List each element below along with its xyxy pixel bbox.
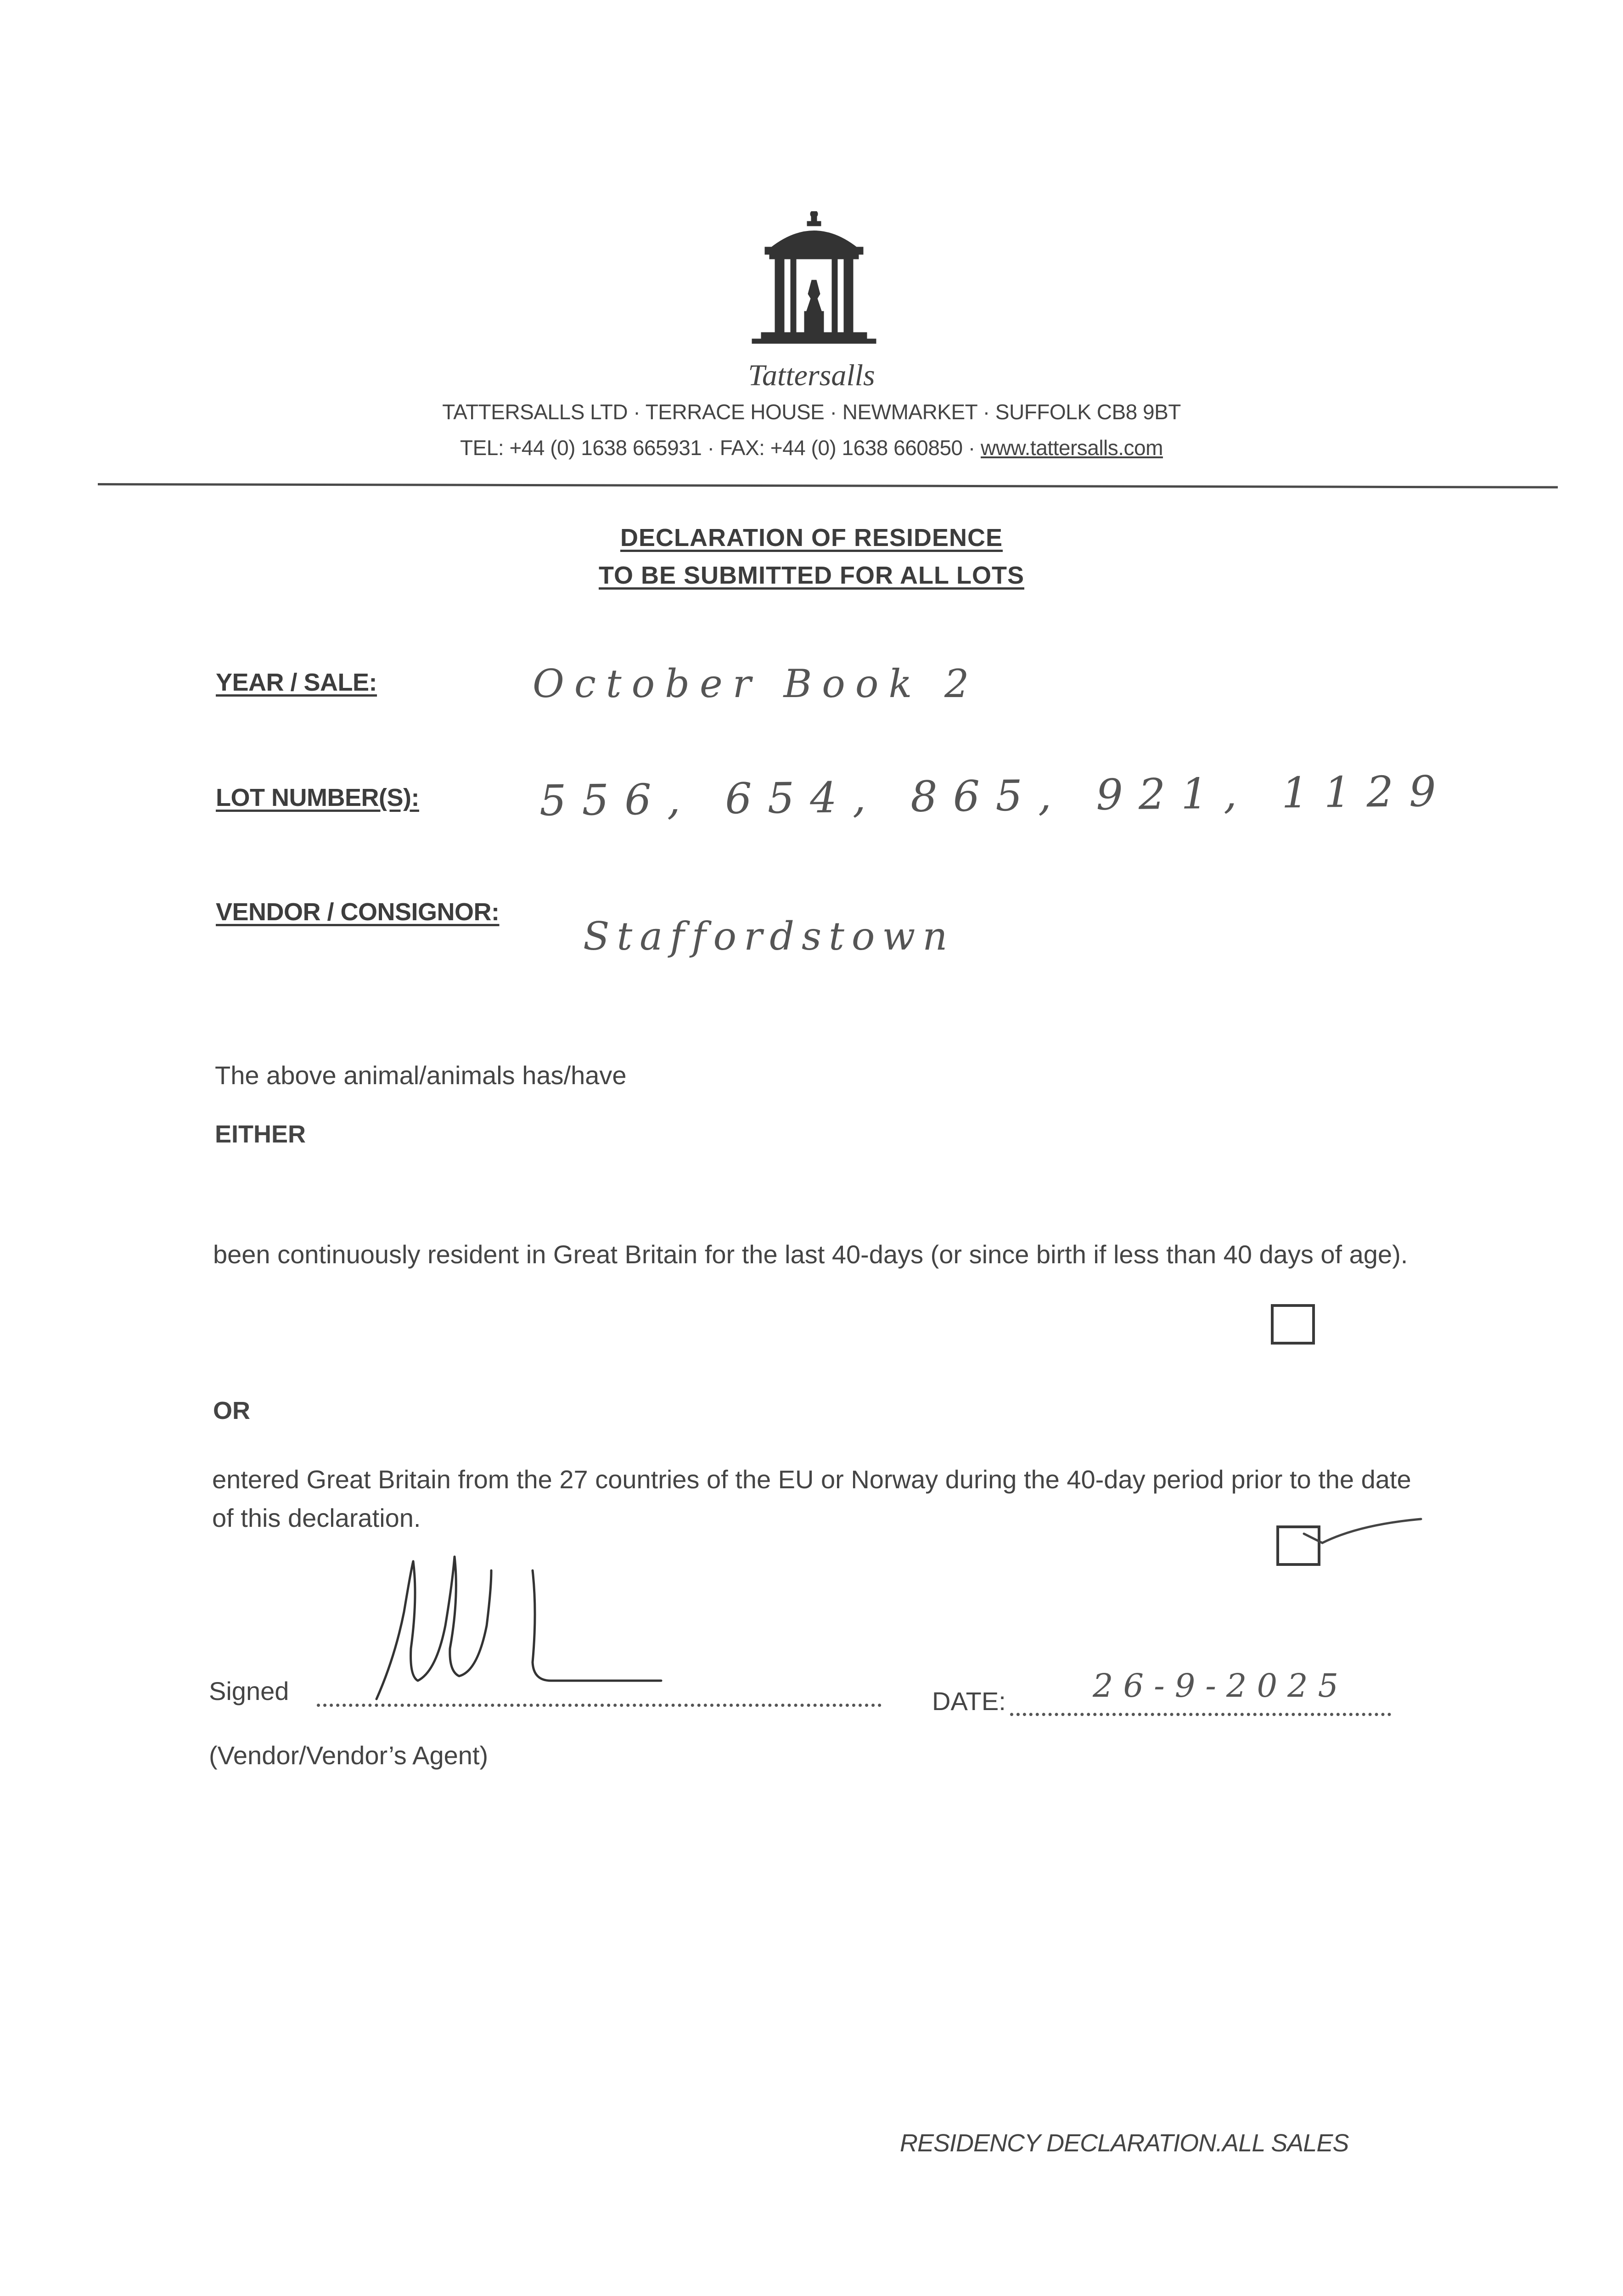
or-label: OR [213,1397,250,1424]
signature-icon [367,1543,689,1708]
brand-name: Tattersalls [748,359,875,392]
option1-text: been continuously resident in Great Britain for the last 40-days (or since birth if less than 40 days of age). [213,1240,1408,1269]
company-address: TATTERSALLS LTD · TERRACE HOUSE · NEWMARKET · SUFFOLK CB8 9BT [442,400,1181,424]
contact-line [0,435,1623,460]
header-divider [98,483,1558,489]
option2-text: entered Great Britain from the 27 countries of the EU or Norway during the 40-day period prior to the date of this declaration. [212,1465,1411,1532]
signature-line[interactable] [317,1704,882,1707]
date-field[interactable]: 26-9-2025 [1093,1667,1349,1705]
footer-text: RESIDENCY DECLARATION.ALL SALES [900,2129,1349,2157]
tattersalls-logo-icon [743,211,885,363]
phone-fax: TEL: +44 (0) 1638 665931 · FAX: +44 (0) 1638 660850 · [460,436,981,460]
intro-text: The above animal/animals has/have [215,1061,627,1090]
vendor-field[interactable]: Staffordstown [583,914,955,959]
website-link[interactable]: www.tattersalls.com [981,436,1163,460]
lot-numbers-label: LOT NUMBER(S): [216,784,419,811]
date-label: DATE: [932,1687,1006,1716]
option1-checkbox[interactable] [1271,1304,1315,1345]
year-sale-label: YEAR / SALE: [216,669,377,696]
vendor-label: VENDOR / CONSIGNOR: [216,898,500,926]
either-label: EITHER [215,1120,306,1148]
checkmark-icon [1290,1515,1423,1552]
agent-label: (Vendor/Vendor’s Agent) [209,1741,489,1770]
signed-label: Signed [209,1677,289,1705]
year-sale-field[interactable]: October Book 2 [533,661,979,706]
form-title: DECLARATION OF RESIDENCE [620,524,1003,551]
form-subtitle: TO BE SUBMITTED FOR ALL LOTS [599,562,1024,589]
lot-numbers-field[interactable]: 556, 654, 865, 921, 1129 [539,766,1452,826]
date-line [1010,1713,1391,1716]
